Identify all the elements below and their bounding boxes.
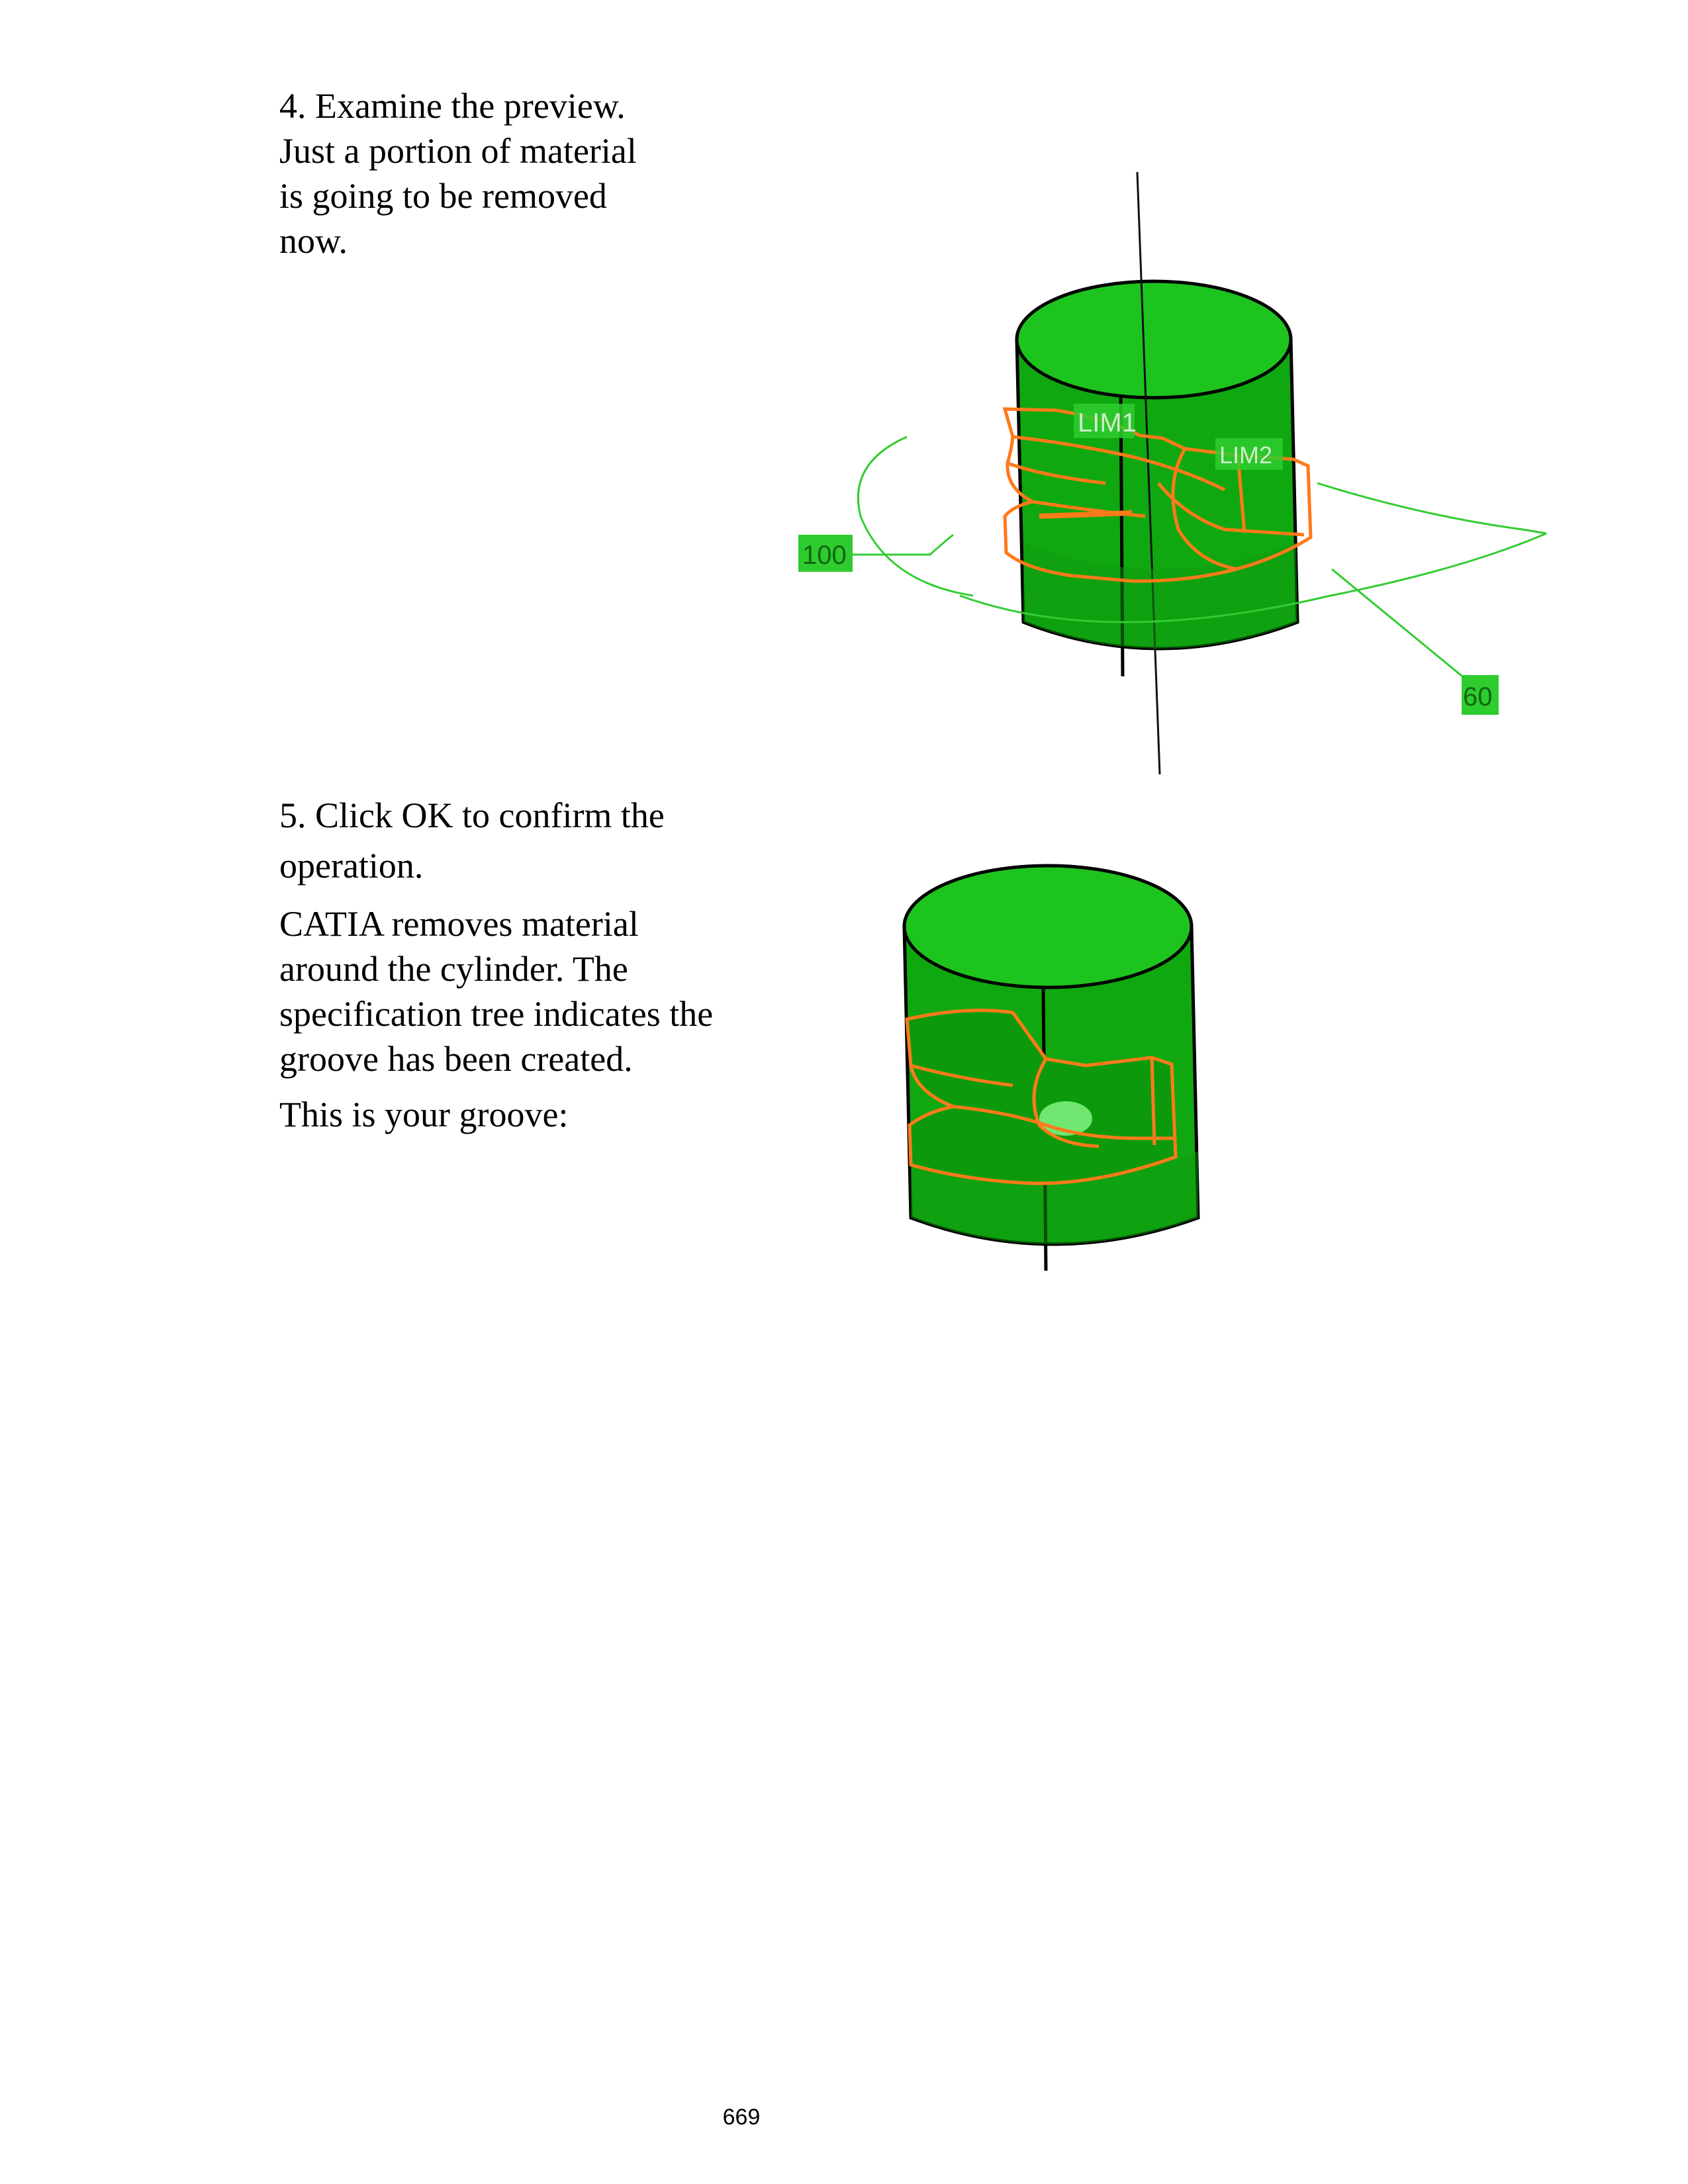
dimension-100-text: 100 (802, 541, 847, 570)
cylinder-body (1017, 172, 1297, 774)
finished-groove-figure (887, 847, 1284, 1297)
step-5-para-line-3: specification tree indicates the (279, 994, 714, 1034)
step-4-line-3: is going to be removed (279, 176, 607, 216)
dimension-label-100 (798, 535, 853, 572)
step-5-para-line-4: groove has been created. (279, 1039, 633, 1079)
label-lim1 (1074, 404, 1137, 438)
step-4-line-2: Just a portion of material (279, 131, 637, 171)
label-lim1-text: LIM1 (1078, 408, 1137, 437)
dimension-60-text: 60 (1463, 682, 1493, 711)
step-5-title-cont: operation. (279, 846, 424, 886)
step-5-groove-line: This is your groove: (279, 1095, 569, 1134)
step-4-line-4: now. (279, 221, 348, 261)
page-number: 669 (722, 2105, 761, 2130)
step-5-para-line-2: around the cylinder. The (279, 949, 628, 989)
label-lim2 (1215, 438, 1283, 470)
step-4-line-1: 4. Examine the preview. (279, 86, 626, 126)
step-4-text (279, 83, 743, 263)
step-5-text (279, 790, 782, 1137)
step-5-title: 5. Click OK to confirm the (279, 796, 665, 835)
label-lim2-text: LIM2 (1219, 441, 1273, 469)
step-5-para-line-1: CATIA removes material (279, 904, 639, 944)
dimension-label-60 (1462, 675, 1499, 715)
step-5-paragraph (279, 901, 782, 1081)
groove-preview-figure (761, 172, 1556, 774)
